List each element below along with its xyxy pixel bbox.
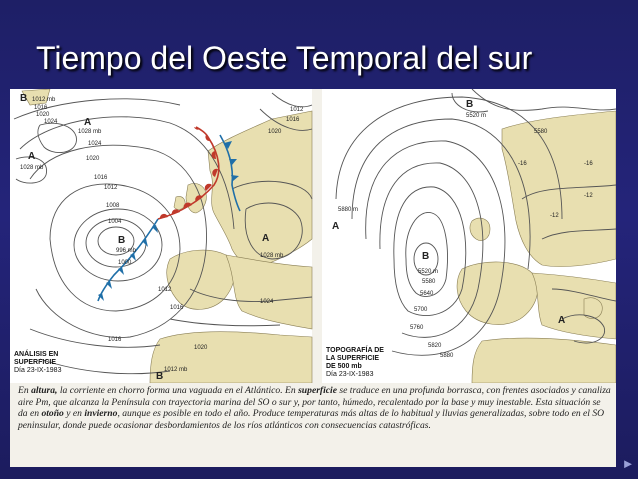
left-iso-1012-top: 1012 mb	[32, 97, 56, 103]
left-iso-1000: 1000	[118, 260, 132, 266]
right-iso-5640: 5640	[420, 291, 434, 297]
left-caption-line1: ANÁLISIS EN	[14, 351, 59, 358]
right-caption-line1: TOPOGRAFÍA DE	[326, 347, 384, 354]
left-map-date: Día 23-IX-1983	[14, 367, 62, 374]
left-a-east: A	[262, 233, 270, 244]
left-iso-1016sw: 1016	[108, 337, 122, 343]
left-a-nw: A	[84, 117, 92, 128]
right-map-caption	[326, 347, 384, 379]
left-b-low: B	[118, 235, 126, 246]
desc-part-1: En	[18, 385, 32, 396]
left-iso-1016b: 1016	[94, 175, 108, 181]
right-iso-5520c: 5520 m	[418, 269, 439, 275]
left-iso-1012b: 1012	[104, 185, 118, 191]
right-iso-5880: 5880 m	[338, 207, 359, 213]
left-iso-1016: 1016	[34, 105, 48, 111]
desc-bold-superficie: superficie	[298, 385, 337, 396]
left-map-caption	[14, 351, 61, 375]
right-map	[322, 89, 616, 383]
desc-part-4: y en	[63, 408, 85, 419]
right-caption-line3: DE 500 mb	[326, 363, 362, 370]
left-b-top: B	[20, 93, 28, 104]
right-a-west: A	[332, 221, 340, 232]
right-iso-5700: 5700	[414, 307, 428, 313]
left-iso-1020ne: 1020	[268, 129, 282, 135]
figure-panel	[10, 89, 616, 467]
left-iso-1024: 1024	[44, 119, 58, 125]
right-map-date: Día 23-IX-1983	[326, 371, 374, 378]
left-iso-1016ne: 1016	[286, 117, 300, 123]
next-arrow-icon[interactable]: ►	[621, 456, 635, 471]
desc-part-5: , aunque es posible en todo el año. Produce temperaturas más altas de lo habitual y lluvias generalizadas, sobre todo en el SO peninsular, donde puede ocasionar desbordamientos de los ríos atlánticos con consecuencias catastróficas.	[18, 408, 605, 431]
left-iso-1012-bottom: 1012 mb	[164, 367, 188, 373]
left-iso-1024b: 1024	[88, 141, 102, 147]
desc-bold-invierno: invierno	[84, 408, 118, 419]
left-iso-1004: 1004	[108, 219, 122, 225]
left-iso-1028-w: 1028 mb	[20, 165, 44, 171]
left-iso-1020b: 1020	[86, 156, 100, 162]
desc-bold-altura: altura,	[31, 385, 58, 396]
right-t-m12: -12	[550, 213, 559, 219]
left-caption-line2: SUPERFICIE	[14, 359, 57, 366]
left-iso-996: 996 mb	[116, 248, 137, 254]
left-iso-1008: 1008	[106, 203, 120, 209]
desc-part-3: se traduce en una profunda borrasca, con frentes asociados y canaliza aire Pm, que alcanza la Península con trayectoria marina del SO o sur y, por tanto, húmedo, recalentado por la base y muy inestable. Esta situación se da en	[18, 385, 611, 419]
left-a-w: A	[28, 151, 36, 162]
right-t-m16: -16	[518, 161, 527, 167]
right-iso-5820: 5820	[428, 343, 442, 349]
left-iso-1028e: 1028 mb	[260, 253, 284, 259]
right-iso-5520: 5520 m	[466, 113, 487, 119]
right-iso-5880b: 5880	[440, 353, 454, 359]
left-iso-1028: 1028 mb	[78, 129, 102, 135]
left-iso-1016c: 1016	[170, 305, 184, 311]
right-a-south: A	[558, 315, 566, 326]
left-map	[10, 89, 312, 383]
left-iso-1012c: 1012	[158, 287, 172, 293]
right-iso-5580: 5580	[534, 129, 548, 135]
left-iso-1020: 1020	[36, 112, 50, 118]
right-b-center: B	[422, 251, 430, 262]
right-t-m16b: -16	[584, 161, 593, 167]
right-iso-5580c: 5580	[422, 279, 436, 285]
right-caption-line2: LA SUPERFICIE	[326, 355, 380, 362]
weather-maps	[10, 89, 616, 383]
left-iso-1024e: 1024	[260, 299, 274, 305]
right-t-m12b: -12	[584, 193, 593, 199]
description-text	[18, 385, 612, 431]
slide-title: Tiempo del Oeste Temporal del sur	[36, 40, 533, 76]
desc-bold-otono: otoño	[41, 408, 64, 419]
right-iso-5760: 5760	[410, 325, 424, 331]
left-iso-1020c: 1020	[194, 345, 208, 351]
left-iso-1012ne: 1012	[290, 107, 304, 113]
desc-part-2: la corriente en chorro forma una vaguada en el Atlántico. En	[57, 385, 299, 396]
left-b-bottom: B	[156, 371, 164, 382]
right-b-top: B	[466, 99, 474, 110]
